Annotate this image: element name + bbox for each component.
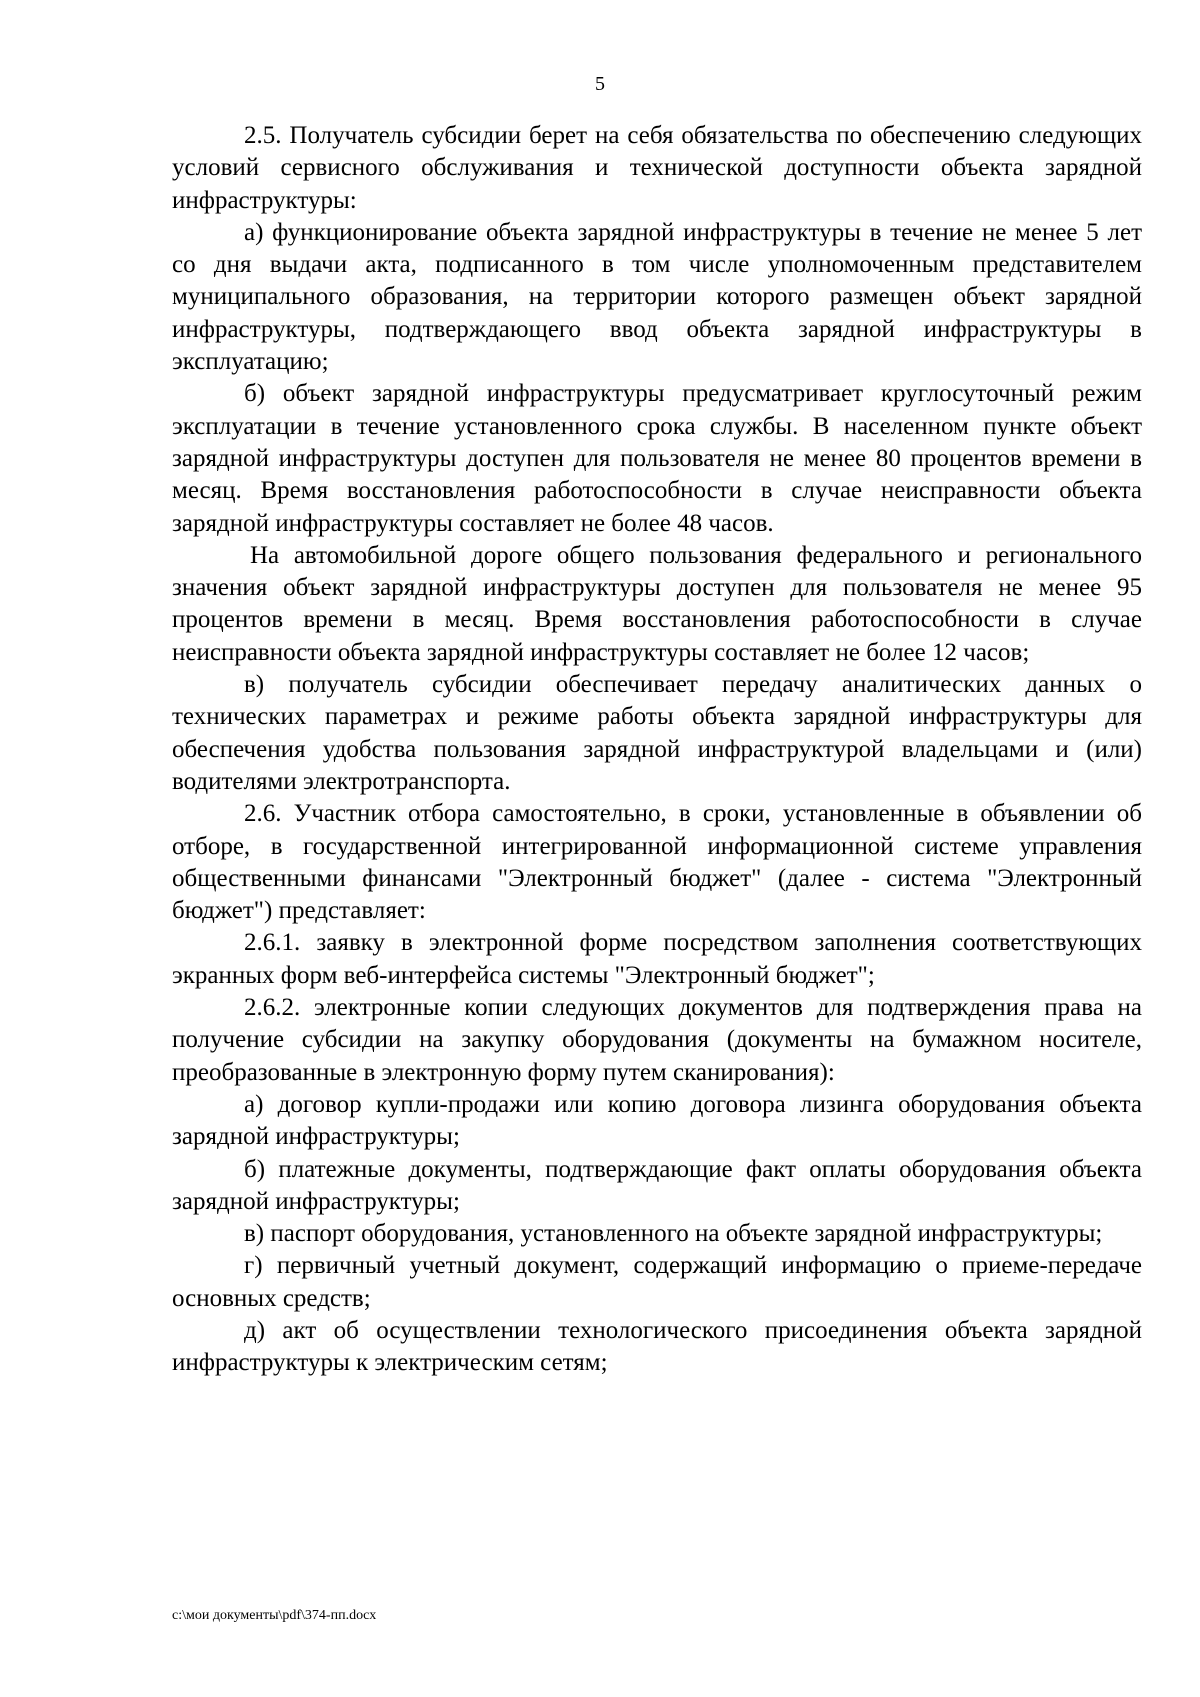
paragraph-item-b: б) объект зарядной инфраструктуры предусматривает круглосуточный режим эксплуатации в течение установленного срока службы. В населенном пункте объект зарядной инфраструктуры доступен для пользователя не менее 80 процентов времени в месяц. Время восстановления работоспособности в случае неисправности объекта зарядной инфраструктуры составляет не более 48 часов. xyxy=(172,380,1142,537)
paragraph-2-6: 2.6. Участник отбора самостоятельно, в сроки, установленные в объявлении об отборе, в государственной интегрированной информационной системе управления общественными финансами "Электронный бюджет" (далее - система "Электронный бюджет") представляет: xyxy=(172,800,1142,925)
paragraph-doc-v: в) паспорт оборудования, установленного на объекте зарядной инфраструктуры; xyxy=(244,1220,1103,1248)
paragraph-doc-d: д) акт об осуществлении технологического присоединения объекта зарядной инфраструктуры к электрическим сетям; xyxy=(172,1316,1142,1377)
paragraph-highway: На автомобильной дороге общего пользования федерального и регионального значения объект зарядной инфраструктуры доступен для пользователя не менее 95 процентов времени в месяц. Время восстановления работоспособности в случае неисправности объекта зарядной инфраструктуры составляет не более 12 часов; xyxy=(172,541,1142,666)
paragraph-2-6-2: 2.6.2. электронные копии следующих документов для подтверждения права на получение субсидии на закупку оборудования (документы на бумажном носителе, преобразованные в электронную форму путем сканирования): xyxy=(172,994,1142,1086)
paragraph-item-v: в) получатель субсидии обеспечивает передачу аналитических данных о технических параметрах и режиме работы объекта зарядной инфраструктуры для обеспечения удобства пользования зарядной инфраструктурой владельцами и (или) водителями электротранспорта. xyxy=(172,671,1142,795)
paragraph-doc-g: г) первичный учетный документ, содержащий информацию о приеме-передаче основных средств; xyxy=(172,1252,1142,1312)
paragraph-item-a: а) функционирование объекта зарядной инфраструктуры в течение не менее 5 лет со дня выдачи акта, подписанного в том числе уполномоченным представителем муниципального образования, на территории которого размещен объект зарядной инфраструктуры, подтверждающего ввод объекта зарядной инфраструктуры в эксплуатацию; xyxy=(172,218,1142,376)
paragraph-2-6-1: 2.6.1. заявку в электронной форме посредством заполнения соответствующих экранных форм веб-интерфейса системы "Электронный бюджет"; xyxy=(172,929,1142,989)
footer-file-path: c:\мои документы\pdf\374-пп.docx xyxy=(172,1608,377,1623)
paragraph-doc-b: б) платежные документы, подтверждающие факт оплаты оборудования объекта зарядной инфраструктуры; xyxy=(172,1155,1142,1215)
page-number: 5 xyxy=(595,73,605,95)
paragraph-2-5: 2.5. Получатель субсидии берет на себя обязательства по обеспечению следующих условий сервисного обслуживания и технической доступности объекта зарядной инфраструктуры: xyxy=(172,122,1142,214)
paragraph-doc-a: а) договор купли-продажи или копию договора лизинга оборудования объекта зарядной инфраструктуры; xyxy=(172,1090,1142,1151)
document-body xyxy=(172,120,1142,1380)
